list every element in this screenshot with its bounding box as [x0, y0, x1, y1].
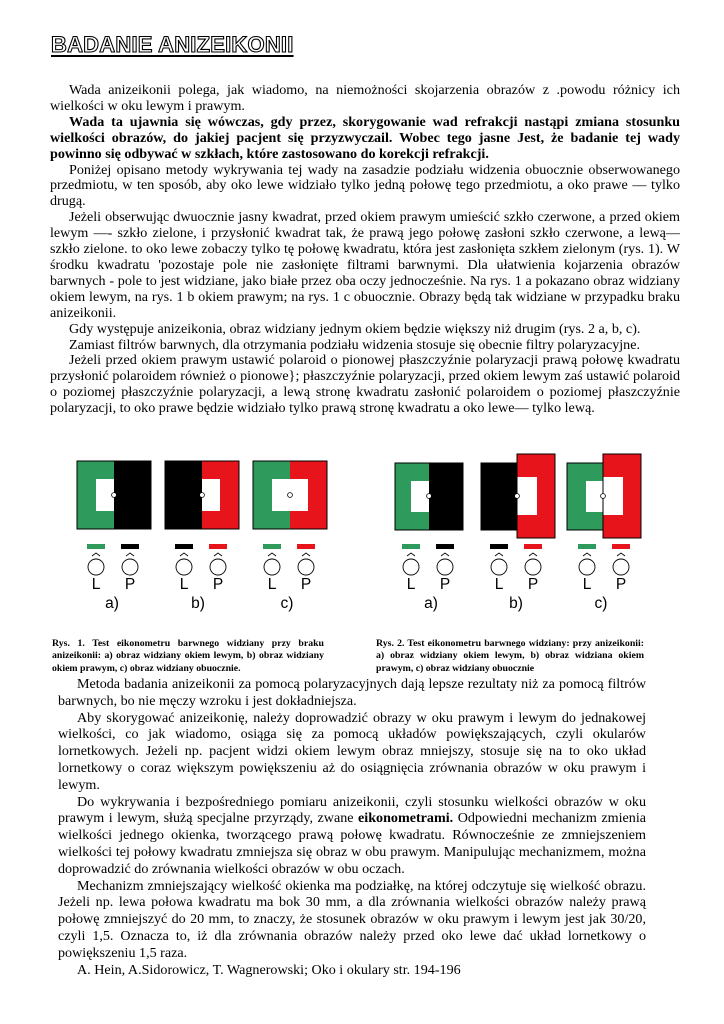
panel-label: a): [424, 595, 438, 612]
eye-icons: [88, 553, 629, 575]
panel-labels: [105, 595, 607, 612]
text-run: Mechanizm zmniejszający wielkość okienka ma podziałkę, na której odczytuje się wielkość obrazu. Jeżeli np. lewa połowa kwadratu ma bok 30 mm, a dla zrównania wielkości obrazów należy prawą połowę zmniejszyć do 20 mm, to znaczy, że stosunek obrazów w oku prawym i lewym jest jak 30/20, czyli 1,5. Oznacza to, iż dla zrównania obrazów należy przed oko lewe dać układ lornetkowy o powiększeniu 1,5 raza.: [58, 877, 646, 961]
text-run: Do wykrywania i bezpośredniego pomiaru anizeikonii, czyli stosunku wielkości obrazów w oku prawym i lewym, służą specjalne przyrządy, zwane: [58, 793, 646, 827]
panel-label: b): [509, 595, 523, 612]
filter-swatches: [87, 544, 630, 549]
panel-label: c): [594, 595, 608, 612]
article-body-bottom: [58, 676, 646, 978]
text-run: Zamiast filtrów barwnych, dla otrzymania podziału widzenia stosuje się obecnie filtry polaryzacyjne.: [69, 336, 640, 353]
figure-1-caption: Rys. 1. Test eikonometru barwnego widziany przy braku anizeikonii: a) obraz widziany okiem lewym, b) obraz widziany okiem prawym, c) obraz widziany obuocznie.: [52, 638, 324, 674]
fig1b-square: [165, 461, 239, 529]
eye-label-right: P: [527, 576, 539, 593]
text-run: A. Hein, A.Sidorowicz, T. Wagnerowski; Oko i okulary str. 194-196: [77, 961, 461, 978]
text-run: Wada anizeikonii polega, jak wiadomo, na niemożności skojarzenia obrazów z .powodu różnicy ich wielkości w oku lewym i prawym.: [50, 82, 680, 114]
page-title: BADANIE ANIZEIKONII: [51, 32, 294, 57]
eye-label-right: P: [615, 576, 627, 593]
paragraph: [58, 676, 646, 710]
panel-label: a): [105, 595, 119, 612]
fig2a-square: [395, 463, 463, 530]
eye-label-left: L: [267, 576, 277, 593]
eye-label-left: L: [406, 576, 416, 593]
text-run: Aby skorygować anizeikonię, należy doprowadzić obrazy w oku prawym i lewym do jednakowej wielkości, co jak wiadomo, osiąga się za pomocą układów powiększających, czyli okularów lornetkowych. Jeżeli np. pacjent widzi okiem lewym obraz mniejszy, stosuje się na to oko układ lornetkowy o coraz większym powiększeniu aż do osiągnięcia zrównania obrazów w oku prawym i lewym.: [58, 709, 646, 793]
eye-label-right: P: [439, 576, 451, 593]
eye-label-left: L: [582, 576, 592, 593]
eye-label-left: L: [494, 576, 504, 593]
figure-2-caption: Rys. 2. Test eikonometru barwnego widziany: przy anizeikonii: a) obraz widziany okiem lewym, b) obraz widziana okiem prawym, c) obraz widziany obuocznie: [376, 638, 644, 674]
text-run: Jeżeli obserwując dwuocznie jasny kwadrat, przed okiem prawym umieścić szkło czerwone, a przed okiem lewym —- szkło zielone, i przysłonić kwadrat tak, że prawą jego połowę zasłoni szkło czerwone, a lewą—szkło zielone. to oko lewe zobaczy tylko tę połowę kwadratu, która jest zasłonięta szkłem zielonym (rys. 1). W środku kwadratu 'pozostaje pole nie zasłonięte filtrami barwnymi. Dla ułatwienia kojarzenia obrazów barwnych - pole to jest widziane, jako białe przez oba oczy jednocześnie. Na rys. 1 a pokazano obraz widziany okiem lewym, na rys. 1 b okiem prawym; na rys. 1 c obuocznie. Obrazy będą tak widziane w przypadku braku anizeikonii.: [50, 209, 680, 321]
paragraph: [58, 794, 646, 878]
eye-label-right: P: [300, 576, 312, 593]
eye-label-left: L: [91, 576, 101, 593]
fig1c-square: [253, 461, 327, 529]
text-run-bold: eikonometrami.: [358, 810, 454, 827]
eye-labels: [92, 576, 626, 593]
fig2c-square: [567, 454, 641, 538]
paragraph: [58, 710, 646, 794]
text-run: Jeżeli przed okiem prawym ustawić polaroid o pionowej płaszczyźnie polaryzacji prawą połowę kwadratu przysłonić polaroidem również o pionowe}; płaszczyźnie polaryzacji, przed okiem lewym zaś ustawić polaroid o poziomej płaszczyźnie polaryzacji, a lewą stronę kwadratu zasłonić polaroidem o poziomej płaszczyźnie polaryzacji, to oko prawe będzie widziało tylko prawą stronę kwadratu a oko lewe— tylko lewą.: [50, 352, 680, 417]
source-citation: [58, 962, 646, 979]
text-run: Gdy występuje anizeikonia, obraz widziany jednym okiem będzie większy niż drugim (rys. 2 a, b, c).: [69, 320, 641, 337]
eye-label-left: L: [179, 576, 189, 593]
eye-label-right: P: [124, 576, 136, 593]
text-run: Poniżej opisano metody wykrywania tej wady na zasadzie podziału widzenia obuocznie obserwowanego przedmiotu, w ten sposób, aby oko lewe widziało tylko jedną połowę tego przedmiotu, a oko prawe — tylko drugą.: [50, 161, 680, 210]
fig1a-square: [77, 461, 151, 529]
fig2b-square: [481, 454, 555, 538]
text-run-bold: Wada ta ujawnia się wówczas, gdy przez, skorygowanie wad refrakcji nastąpi zmiana stosunku wielkości obrazów, do jakiej pacjent się przyzwyczail. Wobec tego jasne Jest, że badanie tej wady powinno się odbywać w szkłach, które zastosowano do korekcji refrakcji.: [50, 113, 680, 162]
eye-label-right: P: [212, 576, 224, 593]
paragraph: [58, 878, 646, 962]
text-run: Odpowiedni mechanizm zmienia wielkości jednego okienka, tworzącego prawą połowę kwadratu. Równocześnie ze zmniejszeniem wielkości tej połowy kwadratu zmniejsza się obraz w obu prawym. Manipulując mechanizmem, można doprowadzić do zrównania wielkości obrazów w obu oczach.: [58, 810, 646, 877]
text-run: Metoda badania anizeikonii za pomocą polaryzacyjnych dają lepsze rezultaty niż za pomocą filtrów barwnych, bo nie męczy wzroku i jest dokładniejsza.: [58, 676, 646, 709]
panel-label: c): [280, 595, 294, 612]
panel-label: b): [191, 595, 205, 612]
